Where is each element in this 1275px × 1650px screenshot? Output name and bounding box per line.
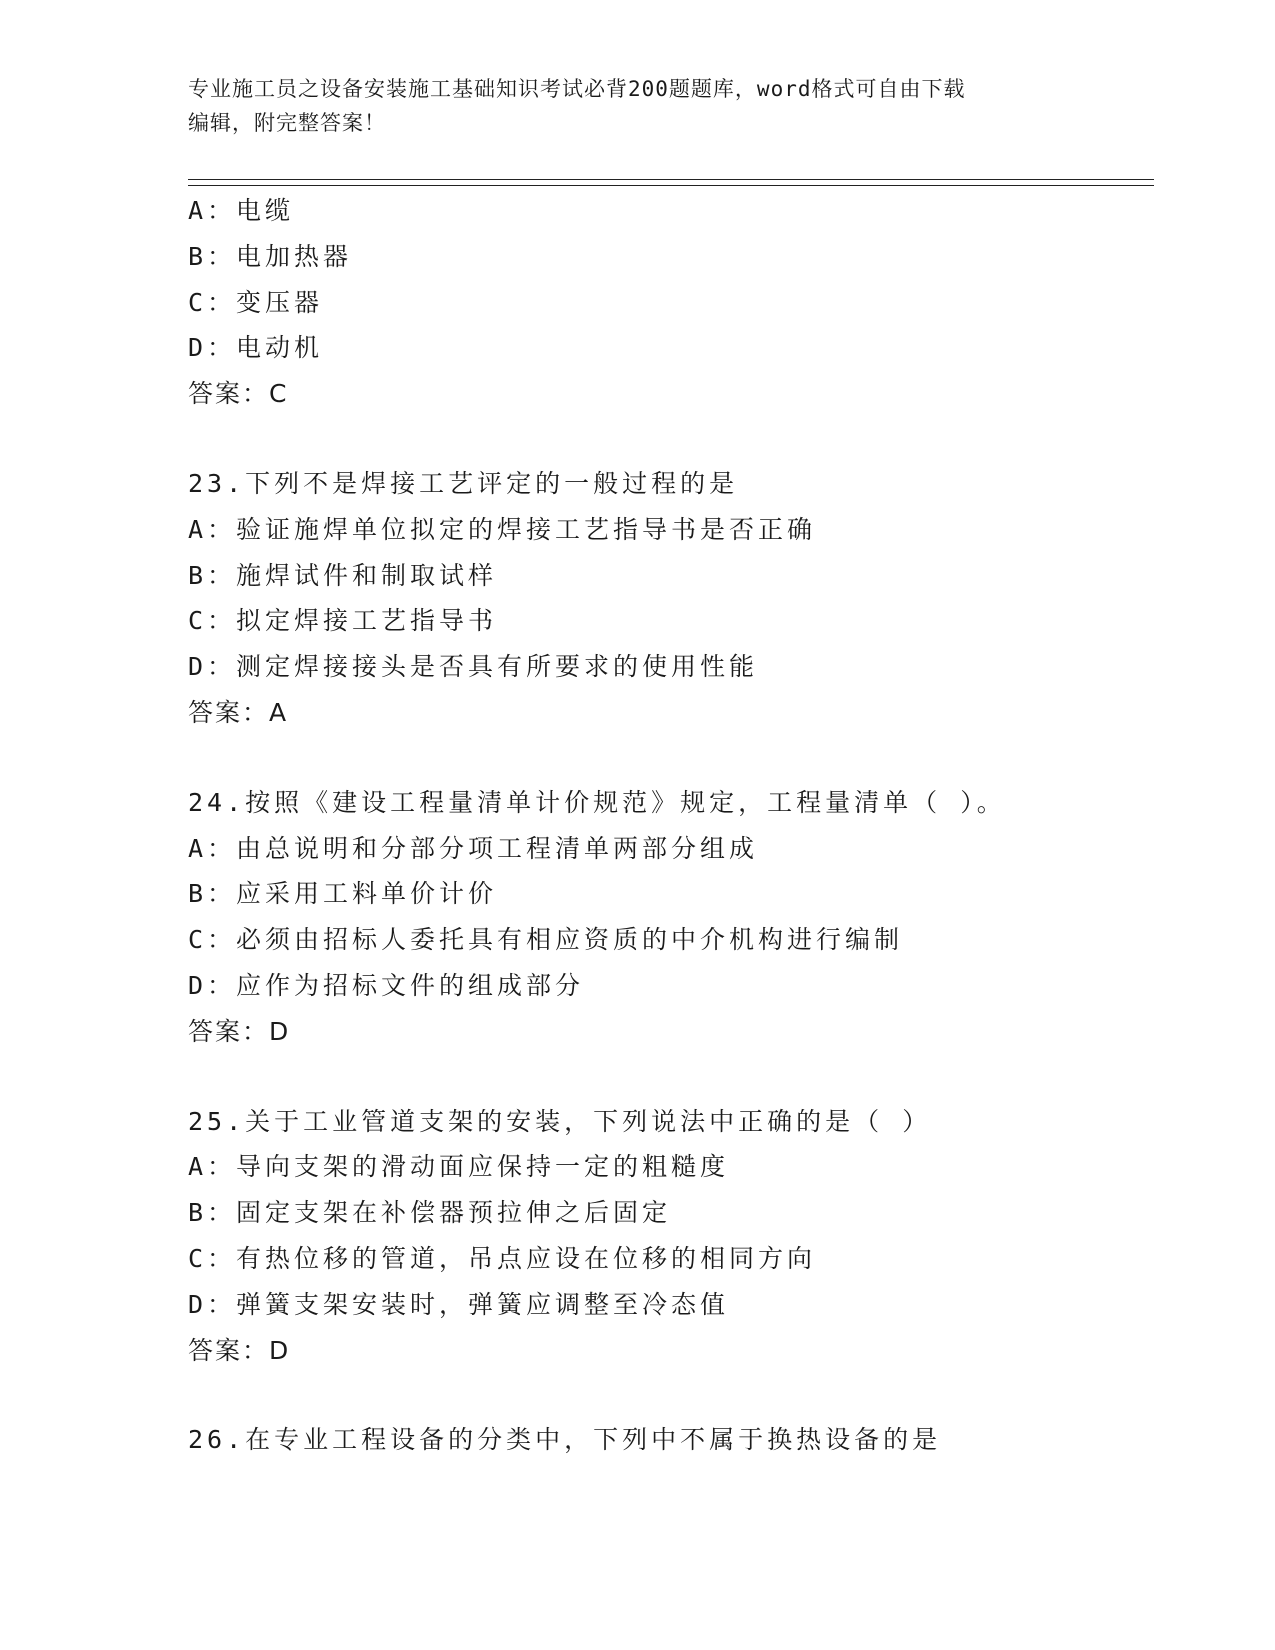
- option-b: B：电加热器: [188, 241, 353, 271]
- option-a: A：由总说明和分部分项工程清单两部分组成: [188, 833, 759, 863]
- option-a: A：验证施焊单位拟定的焊接工艺指导书是否正确: [188, 514, 817, 544]
- option-c: C：变压器: [188, 287, 324, 317]
- option-b: B：应采用工料单价计价: [188, 879, 498, 909]
- option-d: D：电动机: [188, 333, 324, 363]
- question-stem: 26.在专业工程设备的分类中，下列中不属于换热设备的是: [188, 1425, 942, 1455]
- question-stem: 23.下列不是焊接工艺评定的一般过程的是: [188, 468, 739, 498]
- option-d: D：应作为招标文件的组成部分: [188, 970, 585, 1000]
- question-block-23: [188, 461, 1154, 736]
- option-a: A：导向支架的滑动面应保持一定的粗糙度: [188, 1152, 730, 1182]
- option-a: A：电缆: [188, 196, 295, 225]
- option-c: C：拟定焊接工艺指导书: [188, 606, 498, 636]
- option-d: D：测定焊接接头是否具有所要求的使用性能: [188, 652, 759, 682]
- answer-line: 答案：D: [188, 1016, 291, 1046]
- option-c: C：有热位移的管道，吊点应设在位移的相同方向: [188, 1243, 817, 1273]
- header-line-1: 专业施工员之设备安装施工基础知识考试必背200题题库，word格式可自由下载: [188, 77, 966, 101]
- answer-line: 答案：C: [188, 379, 289, 409]
- question-block-26: [188, 1417, 1154, 1463]
- header-double-rule: [188, 179, 1154, 186]
- header-line-2: 编辑，附完整答案！: [188, 111, 386, 135]
- option-d: D：弹簧支架安装时，弹簧应调整至冷态值: [188, 1289, 730, 1319]
- answer-line: 答案：A: [188, 697, 289, 727]
- option-c: C：必须由招标人委托具有相应资质的中介机构进行编制: [188, 925, 904, 955]
- option-b: B：固定支架在补偿器预拉伸之后固定: [188, 1198, 672, 1228]
- question-content: [188, 188, 1154, 1463]
- option-b: B：施焊试件和制取试样: [188, 560, 498, 590]
- page-header: [188, 72, 1068, 140]
- question-stem: 25.关于工业管道支架的安装，下列说法中正确的是（ ）: [188, 1106, 932, 1136]
- question-block-25: [188, 1099, 1154, 1374]
- question-block-24: [188, 780, 1154, 1055]
- answer-line: 答案：D: [188, 1335, 291, 1365]
- question-stem: 24.按照《建设工程量清单计价规范》规定，工程量清单（ ）。: [188, 787, 1006, 817]
- question-block-22-partial: [188, 188, 1154, 417]
